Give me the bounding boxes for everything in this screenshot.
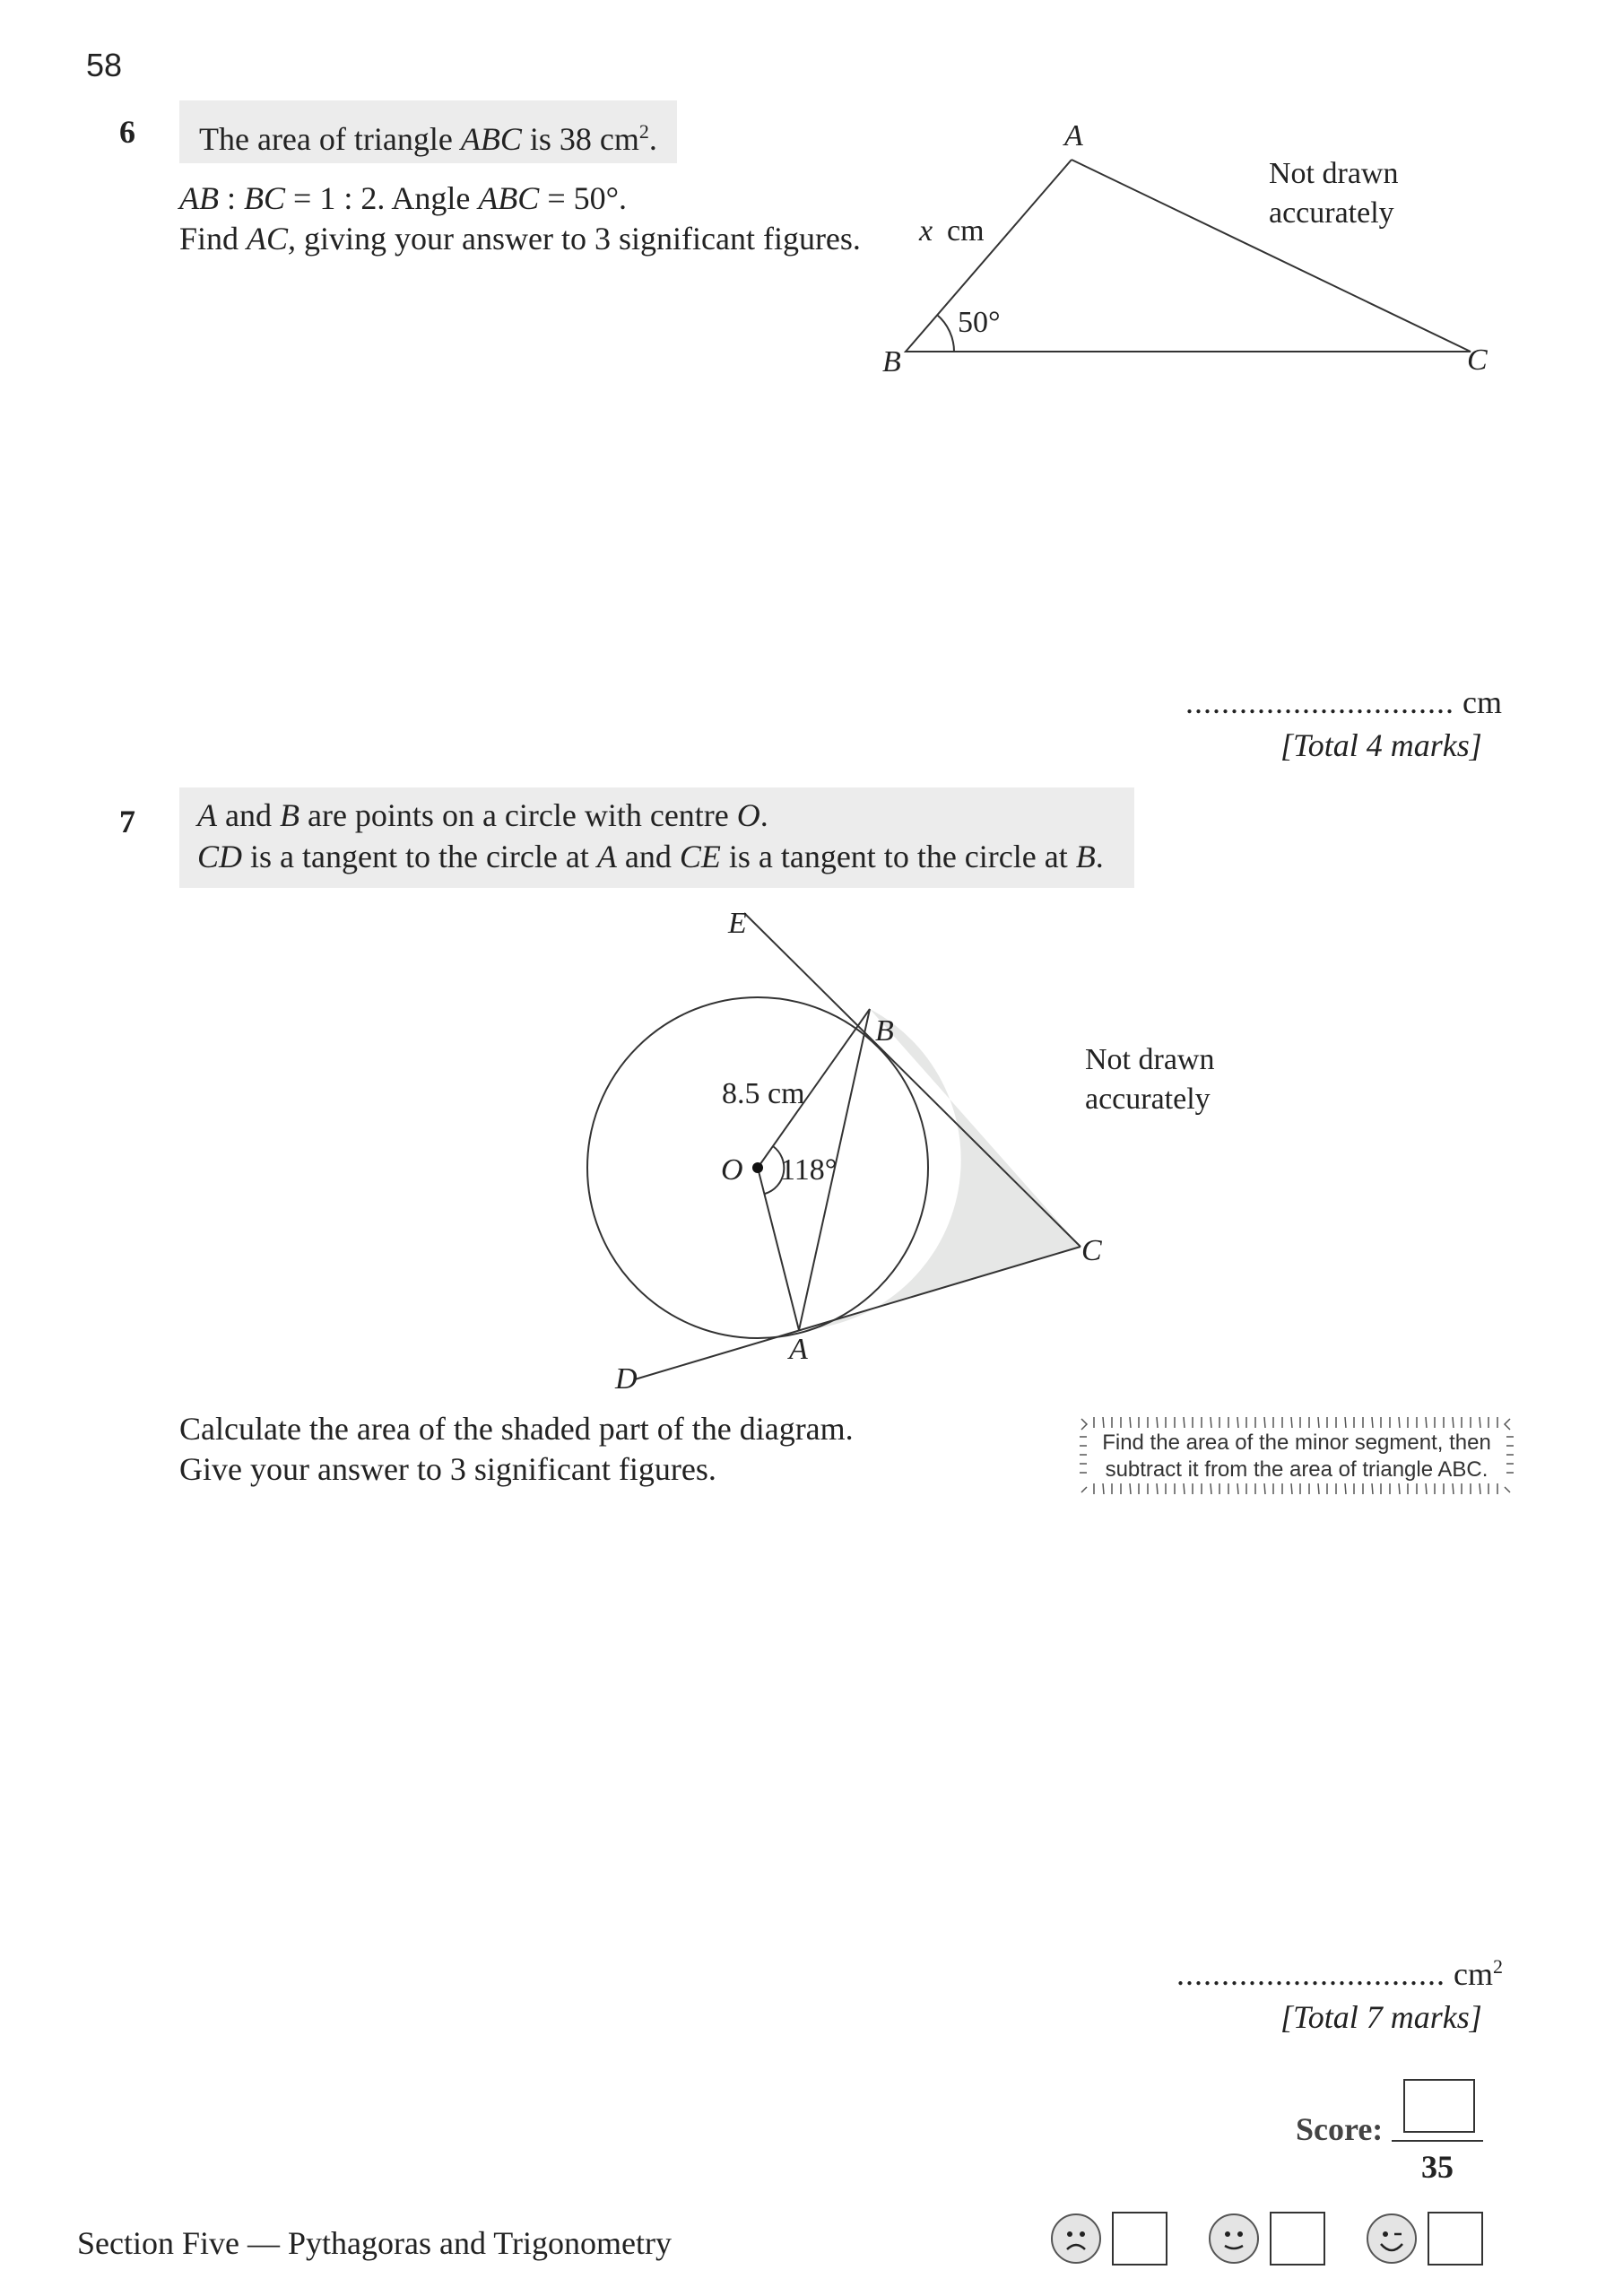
- question-6-ratio: [179, 179, 627, 217]
- q7-text: CE: [679, 839, 721, 874]
- q7-line-2: [197, 836, 1134, 877]
- point-b-label: B: [875, 1014, 894, 1048]
- centre-o-label: O: [721, 1153, 743, 1187]
- side-x-label: x: [919, 214, 933, 248]
- score-fraction-line: [1392, 2140, 1483, 2142]
- q6-text: giving your answer to 3 significant figures.: [296, 221, 861, 257]
- q7-text: .: [1095, 839, 1104, 874]
- neutral-face-icon: [1209, 2213, 1259, 2264]
- hint-line: Find the area of the minor segment, then: [1102, 1431, 1491, 1455]
- q6-text: AB: [179, 180, 219, 216]
- score-out-of: 35: [1421, 2149, 1454, 2185]
- q6-text: .: [648, 121, 657, 157]
- point-e-label: E: [728, 907, 747, 940]
- q7-text: is a tangent to the circle at: [720, 839, 1076, 874]
- q7-text: CD: [197, 839, 243, 874]
- hint-line: subtract it from the area of triangle ABC.: [1105, 1457, 1488, 1482]
- score-label: Score:: [1296, 2111, 1384, 2147]
- radius-oa: [758, 1168, 799, 1330]
- not-drawn-note: Not drawn: [1269, 157, 1399, 190]
- question-6-total: [Total 4 marks]: [1280, 727, 1482, 763]
- rating-box-happy[interactable]: [1428, 2212, 1483, 2266]
- vertex-b-label: B: [882, 345, 901, 378]
- not-drawn-note: accurately: [1269, 196, 1394, 230]
- answer-dots: ..............................: [1176, 1956, 1445, 1992]
- question-6-number: 6: [119, 114, 135, 150]
- question-7-highlight: [179, 787, 1134, 888]
- circle-tangent-diagram: [574, 897, 1255, 1408]
- sad-face-icon: [1051, 2213, 1101, 2264]
- question-7-number: 7: [119, 804, 135, 839]
- page-number: 58: [86, 47, 123, 83]
- q7-text: are points on a circle with centre: [299, 797, 737, 833]
- q6-text: AC,: [247, 221, 297, 257]
- rating-box-neutral[interactable]: [1270, 2212, 1325, 2266]
- shaded-region: [799, 1009, 1081, 1330]
- point-a-label: A: [789, 1333, 808, 1366]
- angle-arc: [937, 315, 954, 352]
- q6-text: 2: [638, 120, 649, 143]
- answer-dots: ..............................: [1185, 684, 1454, 720]
- question-6-task: [179, 220, 861, 257]
- question-7-instruction: Give your answer to 3 significant figures.: [179, 1451, 716, 1487]
- question-6-answer-line[interactable]: [1185, 683, 1502, 721]
- q6-text: The area of triangle: [199, 121, 461, 157]
- q6-text: Find: [179, 221, 247, 257]
- q7-text: B: [1075, 839, 1096, 874]
- q6-text: :: [218, 180, 244, 216]
- hint-box: [1076, 1415, 1517, 1496]
- not-drawn-note: accurately: [1085, 1083, 1211, 1116]
- question-7-answer-line[interactable]: [1176, 1955, 1503, 1993]
- q7-text: is a tangent to the circle at: [242, 839, 597, 874]
- angle-label: 118°: [780, 1153, 838, 1187]
- happy-face-icon: [1367, 2213, 1417, 2264]
- q7-text: .: [759, 797, 768, 833]
- q6-text: BC: [244, 180, 286, 216]
- triangle-diagram: [861, 108, 1542, 395]
- rating-box-sad[interactable]: [1112, 2212, 1167, 2266]
- q6-text: = 1 : 2. Angle: [285, 180, 479, 216]
- hint-text: [1076, 1430, 1517, 1483]
- vertex-a-label: A: [1064, 119, 1083, 152]
- question-6-highlight: [179, 100, 677, 163]
- q7-text: A: [197, 797, 217, 833]
- angle-label: 50°: [958, 306, 1001, 339]
- tangent-line-cd: [635, 1247, 1081, 1379]
- q7-text: B: [279, 797, 299, 833]
- vertex-c-label: C: [1467, 344, 1488, 377]
- q7-text: O: [736, 797, 760, 833]
- q7-line-1: [197, 795, 1134, 836]
- point-c-label: C: [1081, 1234, 1102, 1267]
- answer-unit-sup: 2: [1492, 1955, 1503, 1978]
- q7-text: and: [217, 797, 280, 833]
- q6-text: ABC: [460, 121, 522, 157]
- radius-label: 8.5 cm: [722, 1077, 805, 1110]
- section-footer: Section Five — Pythagoras and Trigonometry: [77, 2225, 672, 2261]
- not-drawn-note: Not drawn: [1085, 1043, 1215, 1076]
- q7-text: and: [616, 839, 680, 874]
- side-unit-label: cm: [947, 214, 985, 248]
- point-d-label: D: [615, 1362, 638, 1396]
- answer-unit: cm: [1462, 684, 1502, 720]
- score-box[interactable]: [1403, 2079, 1475, 2133]
- q7-text: A: [596, 839, 617, 874]
- question-7-instruction: Calculate the area of the shaded part of the diagram.: [179, 1411, 854, 1447]
- q6-text: = 50°.: [539, 180, 628, 216]
- question-7-total: [Total 7 marks]: [1280, 1999, 1482, 2035]
- centre-dot: [752, 1162, 763, 1173]
- q6-text: ABC: [478, 180, 540, 216]
- answer-unit: cm: [1454, 1956, 1493, 1992]
- q6-text: is 38 cm: [521, 121, 639, 157]
